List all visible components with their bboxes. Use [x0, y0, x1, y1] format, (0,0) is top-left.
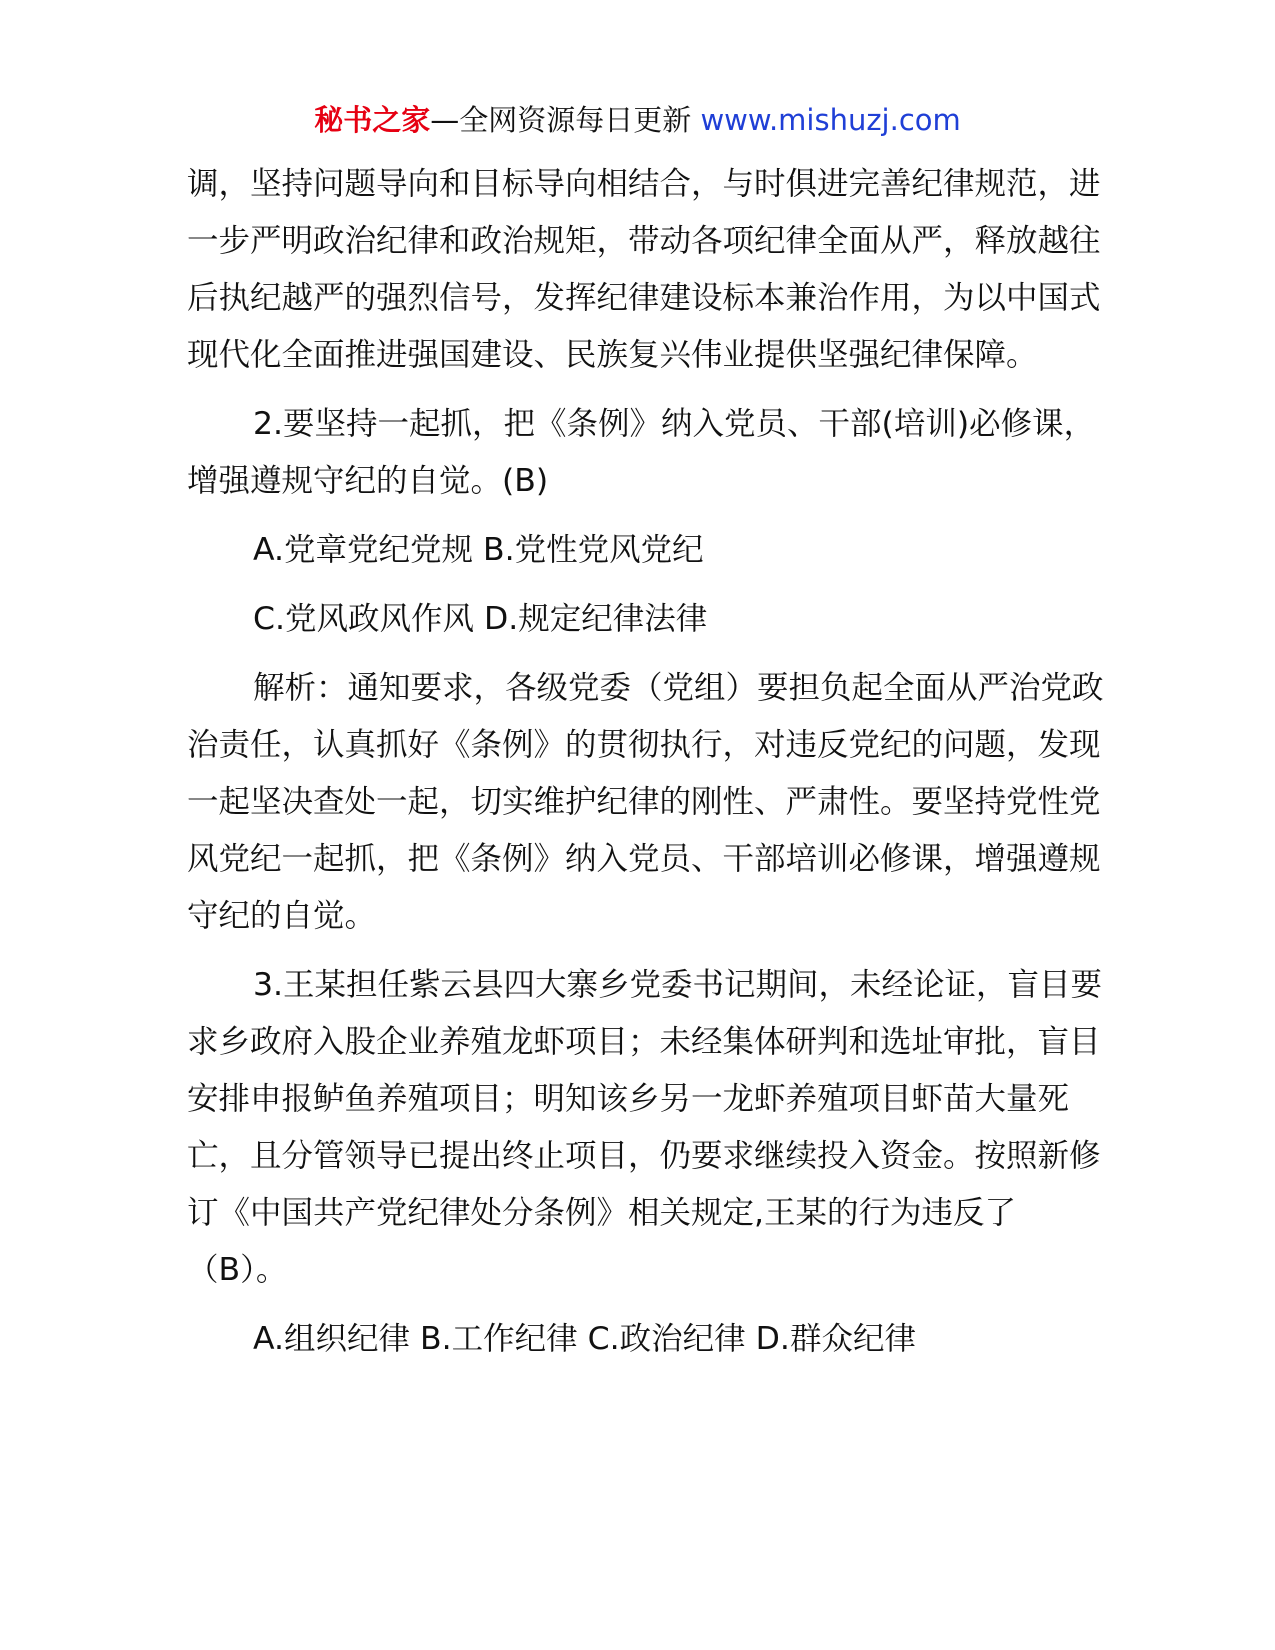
question-2-options-ab: A.党章党纪党规 B.党性党风党纪 — [253, 532, 704, 568]
question-3-options: A.组织纪律 B.工作纪律 C.政治纪律 D.群众纪律 — [253, 1321, 916, 1357]
paragraph-continuation: 调，坚持问题导向和目标导向相结合，与时俱进完善纪律规范，进一步严明政治纪律和政治规矩，带动各项纪律全面从严，释放越往后执纪越严的强烈信号，发挥纪律建设标本兼治作用，为以中国式现代化全面推进强国建设、民族复兴伟业提供坚强纪律保障。 — [187, 166, 1101, 373]
site-url[interactable]: www.mishuzj.com — [700, 103, 961, 137]
page-header — [0, 100, 1275, 140]
question-2-options-cd: C.党风政风作风 D.规定纪律法律 — [253, 601, 708, 637]
question-3: 3.王某担任紫云县四大寨乡党委书记期间，未经论证，盲目要求乡政府入股企业养殖龙虾项目；未经集体研判和选址审批，盲目安排申报鲈鱼养殖项目；明知该乡另一龙虾养殖项目虾苗大量死亡，且分管领导已提出终止项目，仍要求继续投入资金。按照新修订《中国共产党纪律处分条例》相关规定,王某的行为违反了（B）。 — [187, 967, 1103, 1288]
question-2-analysis: 解析：通知要求，各级党委（党组）要担负起全面从严治党政治责任，认真抓好《条例》的贯彻执行，对违反党纪的问题，发现一起坚决查处一起，切实维护纪律的刚性、严肃性。要坚持党性党风党纪一起抓，把《条例》纳入党员、干部培训必修课，增强遵规守纪的自觉。 — [187, 670, 1104, 934]
document-body — [187, 156, 1107, 1380]
brand-name: 秘书之家 — [314, 103, 431, 137]
question-2: 2.要坚持一起抓，把《条例》纳入党员、干部(培训)必修课，增强遵规守纪的自觉。(B) — [187, 406, 1096, 499]
header-slogan: —全网资源每日更新 — [430, 103, 692, 137]
